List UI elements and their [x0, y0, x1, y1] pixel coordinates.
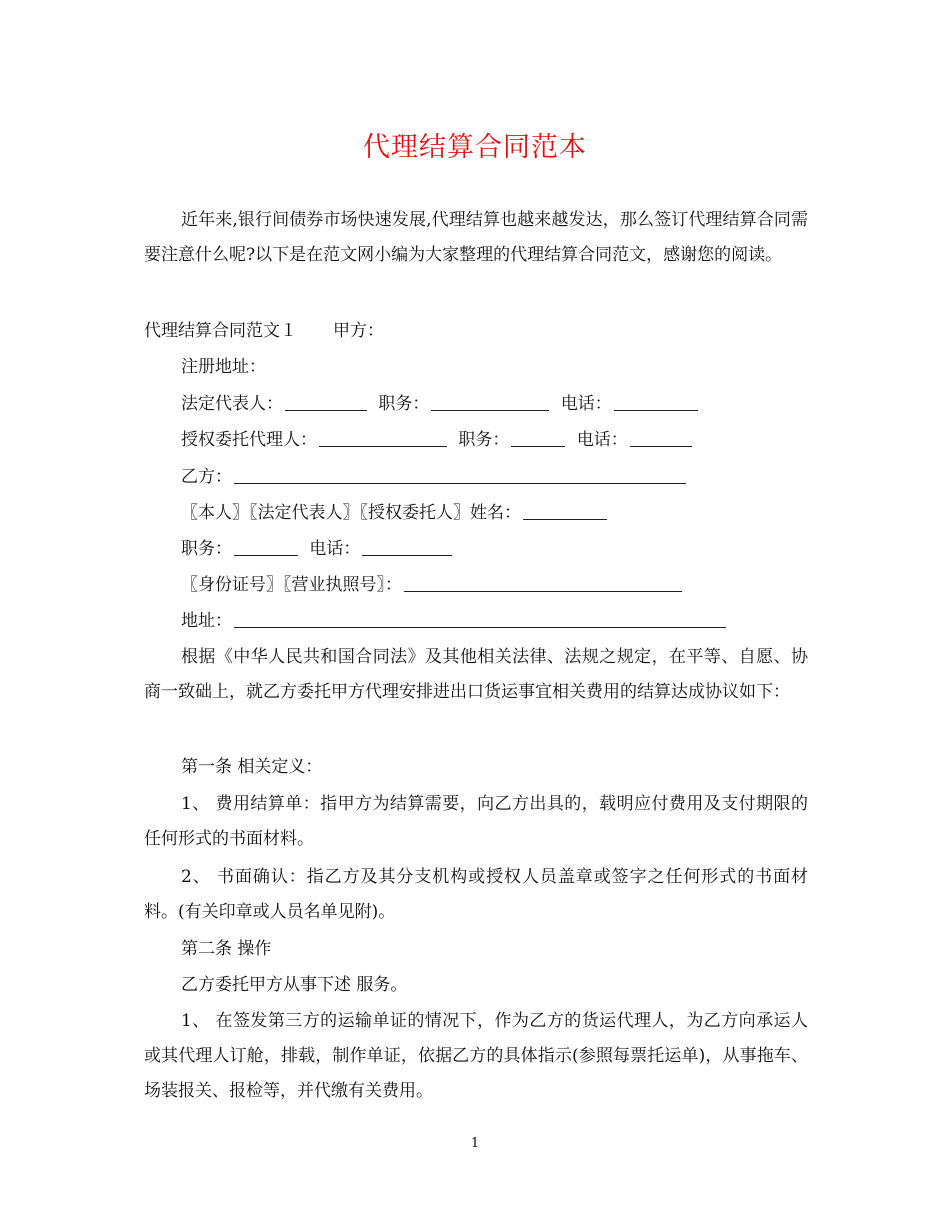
position2-label: 职务： [458, 430, 510, 450]
article1-title: 第一条 相关定义： [181, 757, 323, 777]
document-title: 代理结算合同范本 [363, 132, 587, 163]
article1-item1: 1、 费用结算单：指甲方为结算需要，向乙方出具的，载明应付费用及支付期限的任何形式的书面材料。 [144, 794, 808, 849]
party-b-address-line [181, 604, 732, 639]
phone-blank [614, 392, 698, 411]
contract-heading-line [144, 314, 384, 349]
identity-name-blank [523, 501, 607, 520]
article1-item2: 2、 书面确认：指乙方及其分支机构或授权人员盖章或签字之任何形式的书面材料。(有关印章或人员名单见附)。 [144, 867, 808, 922]
id-number-line [181, 568, 688, 603]
authorized-agent-blank [319, 428, 447, 447]
phone2-label: 电话： [576, 430, 628, 450]
party-b-position-blank [234, 537, 298, 556]
party-b-address-label: 地址： [181, 611, 232, 631]
party-b-phone-label: 电话： [309, 539, 361, 559]
registered-address-label: 注册地址： [181, 357, 266, 377]
position-label: 职务： [378, 394, 430, 414]
legal-rep-line [181, 387, 704, 422]
authorized-agent-label: 授权委托代理人： [181, 430, 317, 450]
phone2-blank [630, 428, 692, 447]
position2-blank [511, 428, 565, 447]
position-blank [431, 392, 549, 411]
intro-paragraph: 近年来,银行间债券市场快速发展,代理结算也越来越发达，那么签订代理结算合同需要注意什么呢?以下是在范文网小编为大家整理的代理结算合同范文，感谢您的阅读。 [144, 210, 808, 265]
identity-label: 〖本人〗〖法定代表人〗〖授权委托人〗姓名： [181, 503, 521, 523]
article2-item1: 1、 在签发第三方的运输单证的情况下，作为乙方的货运代理人，为乙方向承运人或其代理人订舱，排载，制作单证，依据乙方的具体指示(参照每票托运单)，从事拖车、场装报关、报检等，并代缴有关费用。 [144, 1011, 808, 1101]
party-b-phone-blank [362, 537, 452, 556]
id-number-blank [404, 573, 682, 592]
legal-rep-blank [285, 392, 367, 411]
id-number-label: 〖身份证号〗〖营业执照号〗： [181, 575, 402, 595]
article2-intro: 乙方委托甲方从事下述 服务。 [181, 975, 408, 995]
party-b-position-label: 职务： [181, 539, 232, 559]
party-b-label: 乙方： [181, 467, 232, 487]
basis-paragraph: 根据《中华人民共和国合同法》及其他相关法律、法规之规定，在平等、自愿、协商一致础上，就乙方委托甲方代理安排进出口货运事宜相关费用的结算达成协议如下： [144, 647, 808, 702]
registered-address-line [181, 350, 266, 385]
party-b-blank [234, 465, 686, 484]
article2-title: 第二条 操作 [181, 939, 272, 959]
legal-rep-label: 法定代表人： [181, 394, 283, 414]
page-number: 1 [470, 1136, 480, 1151]
identity-line [181, 496, 613, 531]
party-b-line [181, 460, 692, 495]
phone-label: 电话： [560, 394, 612, 414]
party-a-label: 甲方： [333, 321, 384, 341]
party-b-address-blank [234, 609, 726, 628]
party-b-position-line [181, 532, 458, 567]
contract-sample-label: 代理结算合同范文１ [144, 321, 297, 341]
authorized-agent-line [181, 423, 698, 458]
